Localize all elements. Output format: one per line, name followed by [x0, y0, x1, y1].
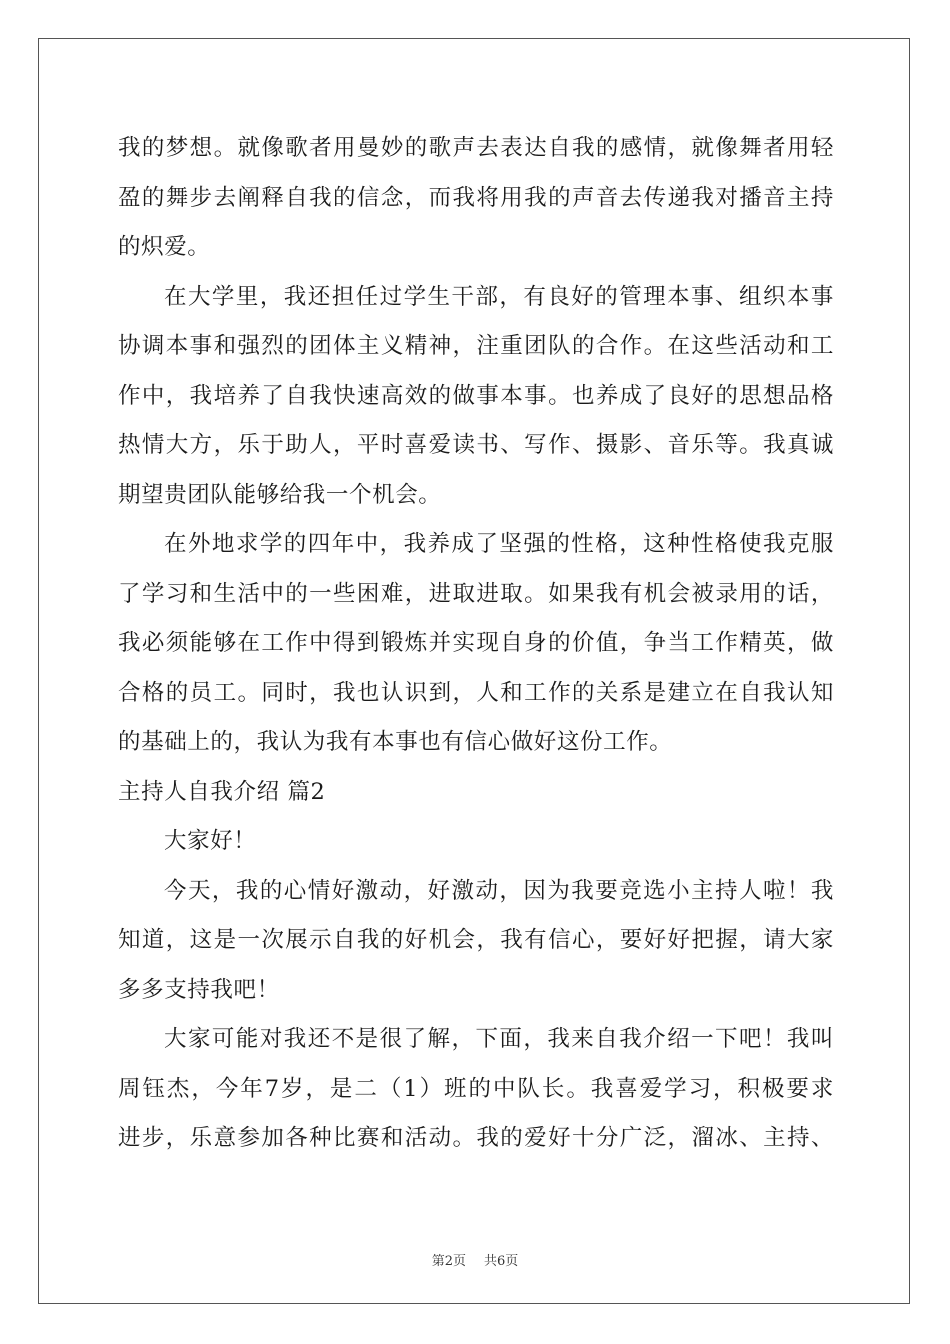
- paragraph-line: 热情大方，乐于助人，平时喜爱读书、写作、摄影、音乐等。我真诚: [118, 432, 834, 458]
- paragraph-line: 大家可能对我还不是很了解，下面，我来自我介绍一下吧！我叫: [164, 1026, 834, 1052]
- paragraph-line: 协调本事和强烈的团体主义精神，注重团队的合作。在这些活动和工: [118, 333, 834, 359]
- paragraph: [118, 124, 834, 273]
- paragraph-line: 我的梦想。就像歌者用曼妙的歌声去表达自我的感情，就像舞者用轻: [118, 135, 834, 161]
- page-total: 共6页: [484, 1254, 519, 1269]
- page-footer: [0, 1250, 950, 1269]
- paragraph-line: 合格的员工。同时，我也认识到，人和工作的关系是建立在自我认知: [118, 679, 834, 706]
- paragraph-line: 在外地求学的四年中，我养成了坚强的性格，这种性格使我克服: [164, 531, 834, 557]
- paragraph-line: 进步，乐意参加各种比赛和活动。我的爱好十分广泛，溜冰、主持、: [118, 1125, 834, 1151]
- paragraph-line: 多多支持我吧！: [118, 976, 280, 1003]
- paragraph-line: 在大学里，我还担任过学生干部，有良好的管理本事、组织本事: [164, 283, 834, 310]
- paragraph-line: 我必须能够在工作中得到锻炼并实现自身的价值，争当工作精英，做: [118, 630, 834, 656]
- paragraph: [118, 1015, 834, 1164]
- paragraph: [118, 817, 834, 867]
- paragraph-line: 的基础上的，我认为我有本事也有信心做好这份工作。: [118, 729, 673, 755]
- paragraph-line: 知道，这是一次展示自我的好机会，我有信心，要好好把握，请大家: [118, 927, 834, 953]
- paragraph-line: 了学习和生活中的一些困难，进取进取。如果我有机会被录用的话，: [118, 580, 834, 607]
- paragraph-line: 的炽爱。: [118, 234, 211, 260]
- paragraph-line: 期望贵团队能够给我一个机会。: [118, 481, 442, 508]
- paragraph: [118, 273, 834, 521]
- document-part-2: [118, 817, 834, 1164]
- page-number: 第2页: [431, 1254, 466, 1269]
- section-heading: 主持人自我介绍 篇2: [118, 778, 326, 805]
- document-body: [118, 124, 834, 1164]
- paragraph-line: 大家好！: [164, 828, 257, 854]
- paragraph-line: 周钰杰，今年7岁，是二（1）班的中队长。我喜爱学习，积极要求: [118, 1075, 834, 1102]
- paragraph: [118, 867, 834, 1016]
- document-part-1: [118, 124, 834, 768]
- paragraph-line: 作中，我培养了自我快速高效的做事本事。也养成了良好的思想品格: [118, 382, 834, 409]
- paragraph: [118, 520, 834, 768]
- paragraph-line: 盈的舞步去阐释自我的信念，而我将用我的声音去传递我对播音主持: [118, 184, 834, 211]
- paragraph-line: 今天，我的心情好激动，好激动，因为我要竞选小主持人啦！我: [164, 877, 834, 904]
